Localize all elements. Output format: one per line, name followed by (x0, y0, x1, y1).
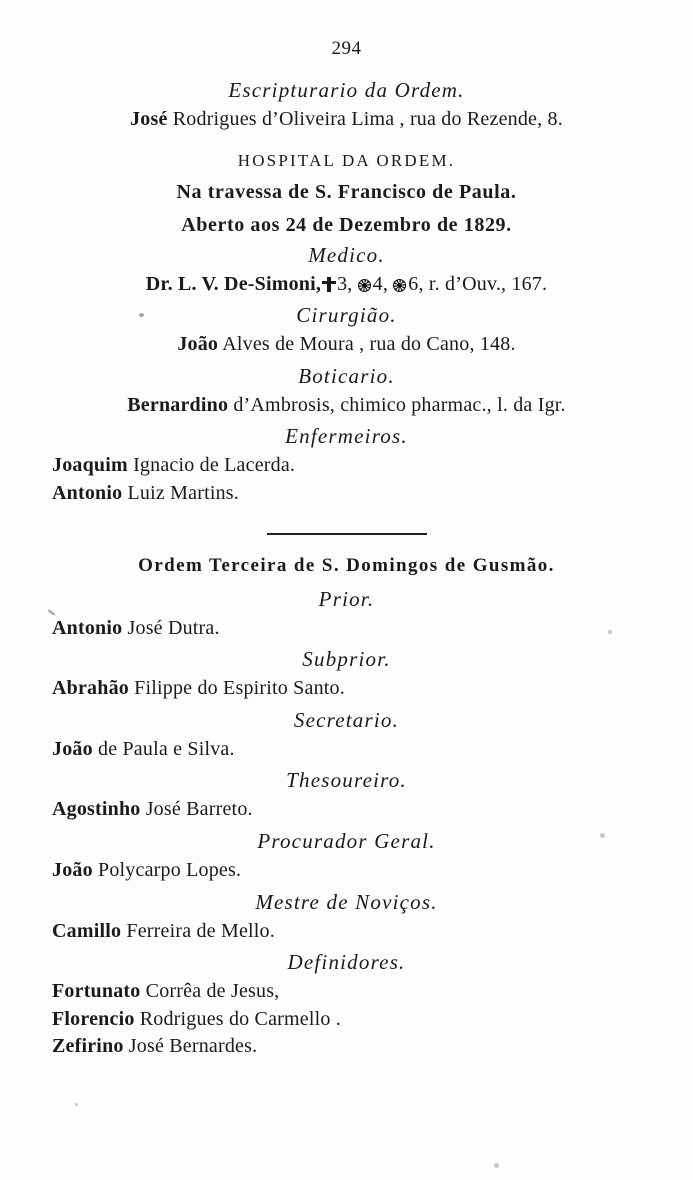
hospital-title: HOSPITAL DA ORDEM. (237, 150, 456, 170)
role-label-cirurgiao: Cirurgião. (296, 303, 397, 328)
entry-definidores-3 (0, 1034, 693, 1060)
entry-medico-1 (0, 272, 693, 298)
document-page (0, 38, 693, 1180)
entry-enfermeiros-2 (0, 481, 693, 507)
entry-secretario-1 (0, 737, 693, 763)
entry-rest: Filippe do Espirito Santo. (128, 677, 345, 700)
entry-lead: Joaquim (52, 454, 128, 477)
entry-lead: Fortunato (52, 980, 141, 1003)
entry-rest: 3, (337, 272, 358, 295)
entry-lead: Dr. L. V. De-Simoni, (145, 272, 322, 295)
entry-lead: Antonio (52, 481, 123, 504)
cross-icon (322, 277, 336, 292)
entry-lead: João (52, 737, 93, 760)
entry-mestre-1 (0, 919, 693, 945)
star-medal-icon (393, 279, 406, 292)
entry-rest: Rodrigues do Carmello . (134, 1007, 341, 1030)
entry-enfermeiros-1 (0, 453, 693, 479)
entry-lead: Zefirino (52, 1035, 124, 1058)
entry-boticario-1 (0, 393, 693, 419)
page-speck (494, 1163, 499, 1168)
entry-rest-2: 4, (372, 272, 394, 295)
role-label-definidores: Definidores. (287, 950, 406, 975)
entry-definidores-2 (0, 1007, 693, 1033)
star-medal-icon (358, 279, 371, 292)
ordem-terceira-title: Ordem Terceira de S. Domingos de Gusmão. (138, 554, 555, 576)
entry-rest: Alves de Moura , rua do Cano, 148. (218, 333, 516, 356)
role-label-enfermeiros: Enfermeiros. (285, 424, 408, 449)
entry-lead: Antonio (52, 616, 123, 639)
entry-lead: Bernardino (127, 393, 229, 416)
entry-rest: Ferreira de Mello. (121, 919, 275, 942)
entry-lead: João (177, 333, 219, 356)
page-speck (75, 1103, 78, 1106)
section-heading-escripturario: Escripturario da Ordem. (228, 78, 465, 102)
entry-lead: Florencio (52, 1007, 135, 1030)
entry-rest: José Dutra. (122, 616, 220, 639)
hospital-opened: Aberto aos 24 de Dezembro de 1829. (181, 213, 512, 236)
entry-prior-1 (0, 616, 693, 642)
entry-rest: Ignacio de Lacerda. (127, 454, 296, 477)
entry-thesoureiro-1 (0, 797, 693, 823)
role-label-mestre-novicos: Mestre de Noviços. (255, 889, 438, 914)
role-label-procurador-geral: Procurador Geral. (257, 828, 436, 853)
role-label-thesoureiro: Thesoureiro. (286, 768, 407, 793)
page-number: 294 (331, 38, 362, 59)
entry-rest: Rodrigues d’Oliveira Lima , rua do Rezende, 8. (167, 108, 563, 130)
page-speck (600, 833, 605, 838)
entry-lead: Agostinho (52, 798, 141, 821)
entry-rest-3: 6, r. d’Ouv., 167. (408, 272, 548, 295)
entry-escripturario-1 (0, 107, 693, 133)
entry-lead: Camillo (52, 919, 122, 942)
entry-rest: Polycarpo Lopes. (92, 858, 242, 881)
role-label-secretario: Secretario. (293, 707, 400, 732)
entry-rest: Luiz Martins. (122, 481, 239, 504)
role-label-subprior: Subprior. (302, 647, 391, 672)
entry-lead: Abrahão (52, 677, 129, 700)
role-label-boticario: Boticario. (298, 363, 395, 388)
section-divider (267, 533, 427, 535)
entry-rest: d’Ambrosis, chimico pharmac., l. da Igr. (228, 393, 566, 416)
entry-cirurgiao-1 (0, 332, 693, 358)
hospital-address: Na travessa de S. Francisco de Paula. (176, 180, 517, 203)
entry-definidores-1 (0, 979, 693, 1005)
entry-lead: João (52, 858, 93, 881)
page-speck (139, 313, 144, 317)
entry-procurador-1 (0, 858, 693, 884)
entry-lead: José (130, 108, 168, 130)
entry-rest: Corrêa de Jesus, (140, 980, 280, 1003)
role-label-prior: Prior. (318, 586, 375, 611)
role-label-medico: Medico. (308, 242, 385, 267)
entry-subprior-1 (0, 676, 693, 702)
page-speck (608, 630, 612, 634)
entry-rest: José Barreto. (140, 798, 253, 821)
entry-rest: de Paula e Silva. (92, 737, 235, 760)
entry-rest: José Bernardes. (123, 1035, 258, 1058)
